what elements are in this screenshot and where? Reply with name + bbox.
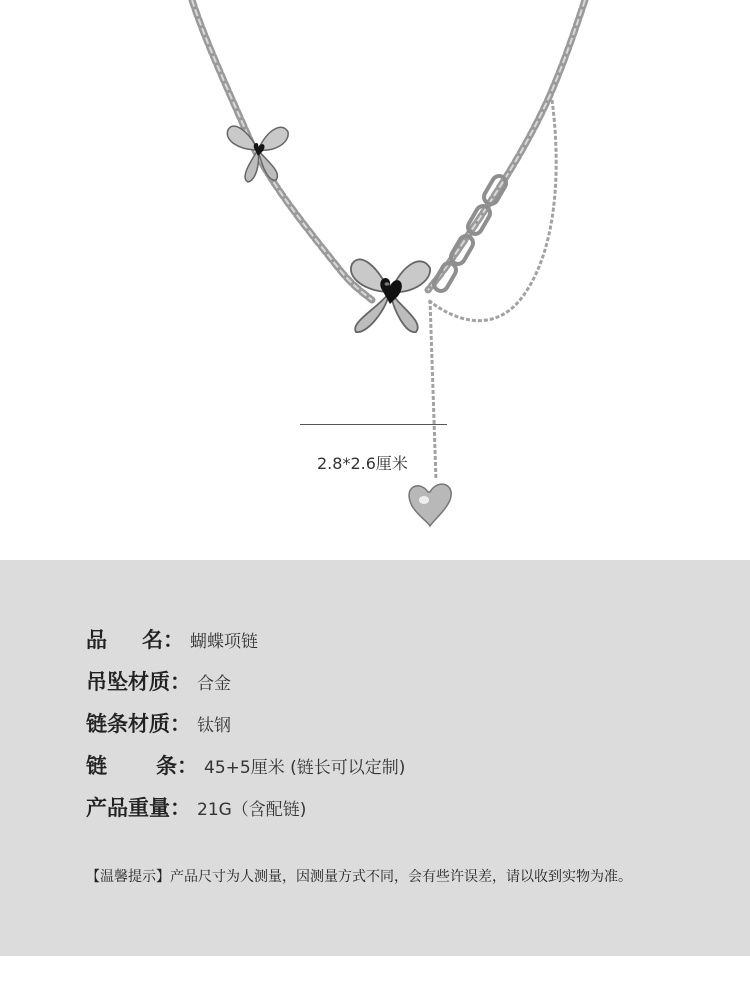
chain-left xyxy=(192,0,372,300)
spec-label: 链条材质： xyxy=(86,712,191,736)
spec-value: 蝴蝶项链 xyxy=(190,632,258,652)
butterfly-small xyxy=(227,126,288,182)
chain-drop xyxy=(430,300,436,480)
spec-label: 链 条： xyxy=(86,754,198,778)
spec-row-name xyxy=(86,624,258,654)
spec-label: 品 名： xyxy=(86,628,184,652)
spec-row-chain-material xyxy=(86,708,231,738)
spec-row-pendant-material xyxy=(86,666,231,696)
heart-pendant xyxy=(409,484,451,526)
spec-value: 21G（含配链) xyxy=(197,800,307,820)
dimension-line xyxy=(300,424,447,425)
spec-label: 吊坠材质： xyxy=(86,670,191,694)
dimension-label: 2.8*2.6厘米 xyxy=(317,454,408,473)
spec-row-weight xyxy=(86,792,306,822)
footer-blank xyxy=(0,956,750,1004)
spec-label: 产品重量： xyxy=(86,796,191,820)
chain-right xyxy=(428,0,585,290)
spec-row-chain-length xyxy=(86,750,405,780)
spec-value: 钛钢 xyxy=(197,716,231,736)
spec-panel xyxy=(0,560,750,956)
measurement-note: 【温馨提示】产品尺寸为人测量，因测量方式不同，会有些许误差，请以收到实物为准。 xyxy=(86,869,632,885)
spec-value: 45+5厘米 (链长可以定制) xyxy=(204,758,406,778)
spec-value: 合金 xyxy=(197,674,231,694)
